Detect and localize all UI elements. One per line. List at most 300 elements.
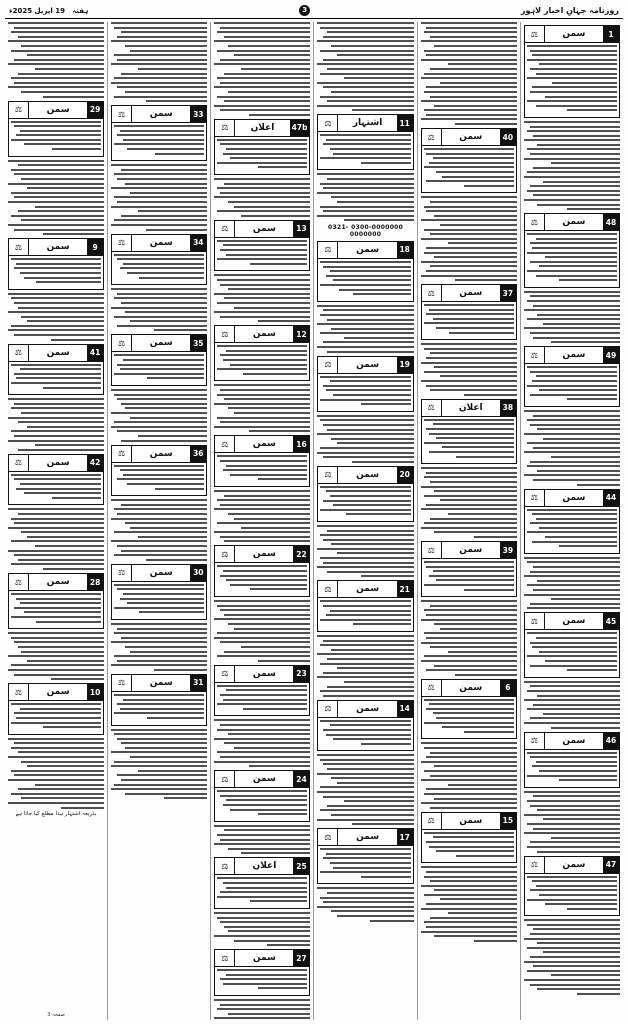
ad-header [318,357,412,374]
scales-icon: ⚖ [112,446,132,462]
ad-block[interactable] [214,770,310,822]
ad-block[interactable] [421,812,517,864]
ad-block[interactable] [111,445,207,497]
ad-body [525,231,619,287]
notice-text [524,121,620,210]
notice-text [214,490,310,543]
ad-header [9,102,103,119]
ad-header [525,214,619,231]
ad-header [112,335,206,352]
notice-text [317,525,413,578]
ad-title: سمن [562,350,586,361]
ad-block[interactable] [111,564,207,620]
ad-body [215,788,309,821]
ad-block[interactable] [524,346,620,407]
ad-header [112,565,206,582]
scales-icon: ⚖ [215,666,235,682]
ad-header [215,666,309,683]
ad-number: 46 [603,733,619,749]
page-number-badge: 3 [299,5,310,16]
ad-body [215,137,309,174]
ad-header [422,680,516,697]
ad-title: سمن [149,237,173,248]
ad-number: 18 [397,242,413,258]
scales-icon: ⚖ [215,221,235,237]
scales-icon: ⚖ [112,106,132,122]
ad-title: اعلان [458,402,483,413]
ad-header [9,574,103,591]
ad-block[interactable] [524,213,620,288]
scales-icon: ⚖ [422,542,442,558]
masthead-publication [521,6,619,15]
ad-body [215,343,309,380]
ad-body [422,697,516,739]
ad-number: 19 [397,357,413,373]
ad-number: 35 [190,335,206,351]
ad-block[interactable] [317,114,413,170]
ad-block[interactable] [111,105,207,161]
ad-block[interactable] [421,399,517,464]
ad-block[interactable] [421,128,517,193]
ad-number: 45 [603,613,619,629]
ad-number: 24 [293,771,309,787]
ad-block[interactable] [8,344,104,396]
ad-body [422,302,516,339]
ad-body [112,463,206,496]
ad-number: 13 [293,221,309,237]
masthead-center [299,5,310,16]
notice-text [214,22,310,116]
ad-header [112,675,206,692]
scales-icon: ⚖ [9,102,29,118]
scales-icon: ⚖ [525,490,545,506]
notice-text [111,288,207,331]
footer-note: بذریعہ اشتہار ہذا مطلع کیا جاتا ہے [15,811,97,818]
ad-body [112,352,206,385]
notice-text [111,22,207,102]
ad-number: 28 [87,574,103,590]
ad-title: سمن [149,109,173,120]
notice-text [317,887,413,921]
scales-icon: ⚖ [422,680,442,696]
ad-block[interactable] [317,356,413,412]
ad-body [525,364,619,406]
notice-text [8,293,104,341]
ad-block[interactable] [214,435,310,487]
scales-icon: ⚖ [422,285,442,301]
ad-header [318,581,412,598]
notice-text [111,623,207,671]
ad-body [112,123,206,160]
ad-number: 31 [190,675,206,691]
ad-title: سمن [252,953,276,964]
ad-header [318,829,412,846]
notice-text [317,754,413,825]
notice-text [421,196,517,281]
ad-block[interactable] [524,25,620,118]
notice-text [421,343,517,396]
scales-icon: ⚖ [9,574,29,590]
ad-title: سمن [459,132,483,143]
ad-body [9,701,103,734]
ad-body [9,472,103,505]
ad-header [525,733,619,750]
ad-block[interactable] [8,238,104,290]
ad-title: سمن [252,223,276,234]
ad-number: 37 [500,285,516,301]
scales-icon: ⚖ [422,813,442,829]
ad-number: 16 [293,436,309,452]
notice-text [421,22,517,125]
ad-header [422,129,516,146]
contact-phone: 0300-0000000 0321-0000000 [328,223,404,238]
ad-header [318,701,412,718]
scales-icon: ⚖ [525,733,545,749]
notice-text [524,557,620,610]
ad-number: 22 [293,546,309,562]
ad-block[interactable] [421,679,517,740]
notice-text [421,742,517,808]
ad-number: 40 [500,129,516,145]
ad-block[interactable] [111,334,207,386]
notice-text [8,632,104,680]
ad-title: سمن [356,832,380,843]
ad-body [112,252,206,285]
ad-title: سمن [562,859,586,870]
ad-number: 38 [500,400,516,416]
ad-header [525,26,619,43]
ad-block[interactable] [421,284,517,340]
ad-title: سمن [46,347,70,358]
ad-body [9,362,103,395]
scales-icon: ⚖ [215,546,235,562]
ad-header [215,771,309,788]
ad-title: سمن [459,288,483,299]
notice-text [524,919,620,995]
ad-header [112,235,206,252]
ad-header [9,684,103,701]
scales-icon: ⚖ [318,829,338,845]
ad-number: 21 [397,581,413,597]
ad-number: 29 [87,102,103,118]
notice-text [8,160,104,236]
scales-icon: ⚖ [318,242,338,258]
ad-body [9,591,103,628]
scales-icon: ⚖ [318,357,338,373]
notice-text [8,738,104,809]
scales-icon: ⚖ [112,565,132,581]
ad-number: 44 [603,490,619,506]
ad-title: سمن [356,584,380,595]
ad-header [112,446,206,463]
ad-title: سمن [252,439,276,450]
ad-number: 27 [293,950,309,966]
ad-header [112,106,206,123]
ad-body [525,874,619,916]
ad-block[interactable] [524,612,620,677]
notice-text [8,22,104,98]
ad-body [525,43,619,117]
ad-body [215,967,309,995]
ad-title: اعلان [252,861,277,872]
ad-block[interactable] [214,949,310,996]
ad-number: 20 [397,467,413,483]
ad-header [9,239,103,256]
notice-text [111,164,207,230]
ad-number: 36 [190,446,206,462]
ad-block[interactable] [111,674,207,726]
notice-text [8,398,104,451]
ad-header [215,221,309,238]
notice-text [8,508,104,570]
ad-body [318,846,412,883]
notice-text [214,999,310,1020]
ad-title: سمن [562,492,586,503]
ad-body [318,484,412,521]
ad-body [525,507,619,553]
masthead-date [9,7,88,15]
ad-title: سمن [149,338,173,349]
ad-block[interactable] [111,234,207,286]
date-weekday: ہفتہ [72,6,89,15]
ad-title: سمن [562,735,586,746]
ad-number: 11 [397,115,413,131]
ad-header [525,490,619,507]
notice-text [421,467,517,538]
ad-title: سمن [149,567,173,578]
notice-text [214,600,310,662]
ad-number: 1 [603,26,619,42]
date-full: 19 اپریل 2025ء [9,6,65,15]
ad-block[interactable] [8,101,104,157]
ad-number: 34 [190,235,206,251]
ad-block[interactable] [214,857,310,909]
ad-title: سمن [252,774,276,785]
notice-text [214,719,310,767]
ad-body [318,132,412,169]
ad-title: سمن [459,815,483,826]
ad-number: 47 [603,857,619,873]
ad-block[interactable] [214,325,310,381]
ad-block[interactable] [524,489,620,554]
notice-text [111,729,207,800]
ad-block[interactable] [421,541,517,597]
ad-title: سمن [562,616,586,627]
scales-icon: ⚖ [215,858,235,874]
column-2 [417,22,520,1020]
ad-number: 42 [87,455,103,471]
scales-icon: ⚖ [525,857,545,873]
ad-body [112,692,206,725]
ad-body [215,683,309,716]
ad-header [318,467,412,484]
ad-header [525,347,619,364]
scales-icon: ⚖ [112,235,132,251]
ad-body [215,875,309,908]
ad-number: 9 [87,239,103,255]
ad-block[interactable] [214,545,310,597]
scales-icon: ⚖ [112,675,132,691]
ad-header [318,115,412,132]
ad-title: سمن [252,329,276,340]
ad-number: 47b [290,120,310,136]
ad-block[interactable] [317,580,413,632]
notice-text [214,384,310,432]
ad-header [422,400,516,417]
notice-text [214,178,310,217]
scales-icon: ⚖ [422,400,442,416]
notice-text [421,866,517,942]
ad-block[interactable] [8,683,104,735]
notice-text [214,825,310,855]
ad-title: سمن [459,545,483,556]
ad-body [422,830,516,863]
ad-body [9,256,103,289]
ad-number: 15 [500,813,516,829]
ad-body [318,718,412,751]
ad-body [9,119,103,156]
ad-body [215,238,309,271]
scales-icon: ⚖ [525,347,545,363]
notice-text [214,274,310,322]
ad-title: سمن [356,703,380,714]
ad-body [318,598,412,631]
notice-text [524,791,620,853]
ad-block[interactable] [317,700,413,752]
scales-icon: ⚖ [318,115,338,131]
column-4 [210,22,313,1020]
ad-block[interactable] [317,466,413,522]
masthead [5,4,623,19]
notice-text [421,600,517,676]
column-3 [313,22,416,1020]
ad-number: 6 [500,680,516,696]
ad-number: 30 [190,565,206,581]
ad-header [215,436,309,453]
ad-body [422,559,516,596]
ad-body [215,453,309,486]
ad-title: سمن [46,104,70,115]
scales-icon: ⚖ [9,684,29,700]
ad-number: 41 [87,345,103,361]
ad-number: 17 [397,829,413,845]
notice-text [524,410,620,486]
scales-icon: ⚖ [112,335,132,351]
ad-body [525,630,619,676]
ad-number: 49 [603,347,619,363]
scales-icon: ⚖ [525,214,545,230]
ad-title: سمن [46,687,70,698]
publication-city: لاہور [520,6,542,15]
ad-header [215,326,309,343]
ad-title: سمن [252,549,276,560]
ad-header [422,285,516,302]
scales-icon: ⚖ [525,613,545,629]
notice-text [111,389,207,442]
ad-title: سمن [459,682,483,693]
notice-text [317,22,413,111]
ad-header [215,120,309,137]
ad-title: سمن [562,217,586,228]
scales-icon: ⚖ [525,26,545,42]
scales-icon: ⚖ [318,581,338,597]
ad-header [422,813,516,830]
ad-header [215,950,309,967]
notice-text [524,681,620,729]
ad-number: 12 [293,326,309,342]
column-5 [107,22,210,1020]
ad-body [422,417,516,463]
ad-title: سمن [562,29,586,39]
ad-title: سمن [46,457,70,468]
column-grid [5,22,623,1020]
ad-title: سمن [252,668,276,679]
scales-icon: ⚖ [9,455,29,471]
ad-block[interactable] [214,220,310,272]
scales-icon: ⚖ [215,771,235,787]
ad-block[interactable] [214,119,310,175]
ad-number: 33 [190,106,206,122]
ad-number: 23 [293,666,309,682]
ad-body [112,582,206,619]
ad-header [9,455,103,472]
notice-text [214,912,310,946]
column-1 [520,22,623,1020]
ad-block[interactable] [8,454,104,506]
ad-header [525,857,619,874]
column-footer: صفحہ 3 [47,1012,65,1018]
scales-icon: ⚖ [215,950,235,966]
ad-title: سمن [46,242,70,253]
ad-title: سمن [356,469,380,480]
notice-text [111,499,207,561]
ad-body [215,563,309,596]
publication-name: روزنامہ جہانِ اخبار [543,6,619,15]
ad-block[interactable] [524,732,620,788]
ad-header [422,542,516,559]
notice-text [317,305,413,353]
ad-block[interactable] [317,241,413,302]
ad-header [525,613,619,630]
ad-title: اعلان [250,122,275,133]
notice-text [317,415,413,463]
notice-text [524,291,620,344]
ad-title: سمن [149,677,173,688]
scales-icon: ⚖ [215,120,235,136]
ad-body [422,146,516,192]
ad-block[interactable] [214,665,310,717]
scales-icon: ⚖ [422,129,442,145]
scales-icon: ⚖ [318,467,338,483]
ad-title: سمن [356,359,380,370]
scales-icon: ⚖ [215,436,235,452]
ad-title: سمن [46,577,70,588]
ad-number: 48 [603,214,619,230]
ad-number: 10 [87,684,103,700]
ad-block[interactable] [524,856,620,917]
ad-header [215,858,309,875]
ad-number: 14 [397,701,413,717]
ad-block[interactable] [8,573,104,629]
scales-icon: ⚖ [215,326,235,342]
ad-number: 39 [500,542,516,558]
ad-header [318,242,412,259]
ad-title: سمن [356,244,380,255]
ad-block[interactable] [317,828,413,884]
notice-text [317,173,413,221]
ad-header [9,345,103,362]
scales-icon: ⚖ [9,239,29,255]
